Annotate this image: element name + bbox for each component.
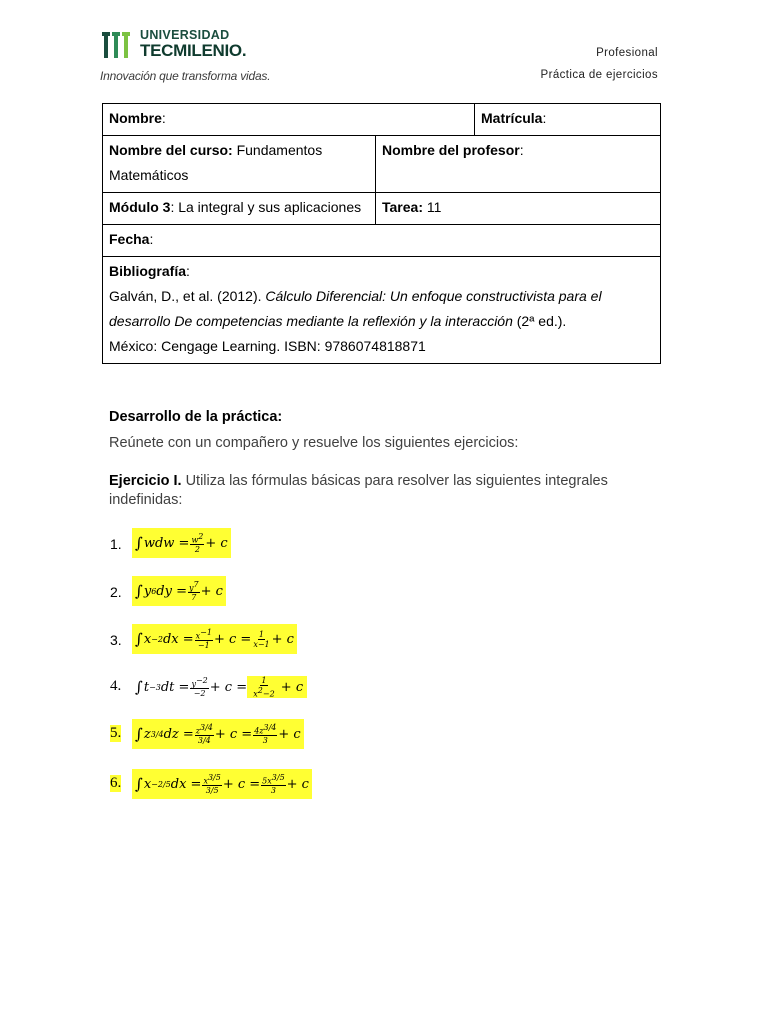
fecha-cell: Fecha: — [103, 225, 661, 257]
curso-label: Nombre del curso: — [109, 142, 233, 158]
profesor-cell: Nombre del profesor: — [376, 136, 661, 193]
biblio-author: Galván, D., et al. (2012). — [109, 288, 266, 304]
equation-image: ∫ x −2 dx = $\frac{x^{-1}}{-1}$ + c = $\frac{1}{x-1}$ + c — [132, 624, 297, 654]
item-number: 5. — [110, 725, 122, 741]
bibliografia-label: Bibliografía — [109, 263, 187, 279]
modulo-value: : La integral y sus aplicaciones — [170, 199, 362, 215]
item-number: 3. — [110, 632, 122, 648]
header-practica: Práctica de ejercicios — [540, 69, 658, 81]
tecmilenio-logo — [100, 28, 280, 88]
info-table — [102, 103, 661, 364]
matricula-cell: Matrícula: — [475, 104, 661, 136]
equation-image: ∫ y 6 dy = $\frac{y^7}{7}$ + c — [132, 576, 226, 606]
header-profesional: Profesional — [596, 47, 658, 59]
equation-image: ∫ wdw = $\frac{w^2}{2}$ + c — [132, 528, 231, 558]
logo-universidad: UNIVERSIDAD — [140, 28, 230, 42]
tarea-label: Tarea: — [382, 199, 423, 215]
exercise-label: Ejercicio I. — [109, 473, 182, 489]
fecha-label: Fecha — [109, 231, 150, 247]
nombre-cell: Nombre: — [103, 104, 475, 136]
logo-tecmilenio: TECMILENIO. — [140, 41, 247, 60]
curso-value: Fundamentos Matemáticos — [109, 142, 323, 183]
bibliografia-cell: Bibliografía: Galván, D., et al. (2012). Cálculo Diferencial: Un enfoque constructivista para el desarrollo De competencias mediante la reflexión y la interacción (2ª ed.). México: Cengage Learning. ISBN: 9786074818871 — [103, 257, 661, 364]
equation-image: ∫ x −2/5 dx = $\frac{x^{3/5}}{3/5}$ + c = $\frac{5x^{3/5}}{3}$ + c — [132, 769, 312, 799]
logo-mark-icon — [100, 28, 136, 62]
tarea-value: 11 — [426, 199, 442, 215]
biblio-publisher: México: Cengage Learning. ISBN: 9786074818871 — [109, 338, 426, 354]
practice-title: Desarrollo de la práctica: — [109, 409, 283, 425]
exercise-text: Utiliza las fórmulas básicas para resolver las siguientes integrales indefinidas: — [109, 473, 608, 508]
exercise-instructions — [109, 472, 669, 510]
logo-tagline: Innovación que transforma vidas. — [100, 69, 271, 83]
item-number: 2. — [110, 584, 122, 600]
biblio-title: Cálculo Diferencial: Un enfoque constructivista para el desarrollo De competencias mediante la reflexión y la interacción — [109, 288, 602, 329]
equation-image: ∫ t −3 dt = $\frac{y^{-2}}{-2}$ + c = $\frac{1}{x^2-2}$ + c — [135, 675, 308, 699]
nombre-label: Nombre — [109, 110, 162, 126]
modulo-cell — [103, 193, 376, 225]
curso-cell — [103, 136, 376, 193]
matricula-label: Matrícula — [481, 110, 543, 126]
equation-image: ∫ z 3/4 dz = $\frac{z^{3/4}}{3/4}$ + c = $\frac{4z^{3/4}}{3}$ + c — [132, 719, 304, 749]
biblio-edition: (2ª ed.). — [512, 313, 567, 329]
item-number: 1. — [110, 536, 122, 552]
tarea-cell — [376, 193, 661, 225]
item-number: 4. — [110, 678, 122, 694]
item-number: 6. — [110, 775, 122, 791]
modulo-label: Módulo 3 — [109, 199, 171, 215]
practice-intro: Reúnete con un compañero y resuelve los siguientes ejercicios: — [109, 435, 519, 451]
profesor-label: Nombre del profesor — [382, 142, 520, 158]
